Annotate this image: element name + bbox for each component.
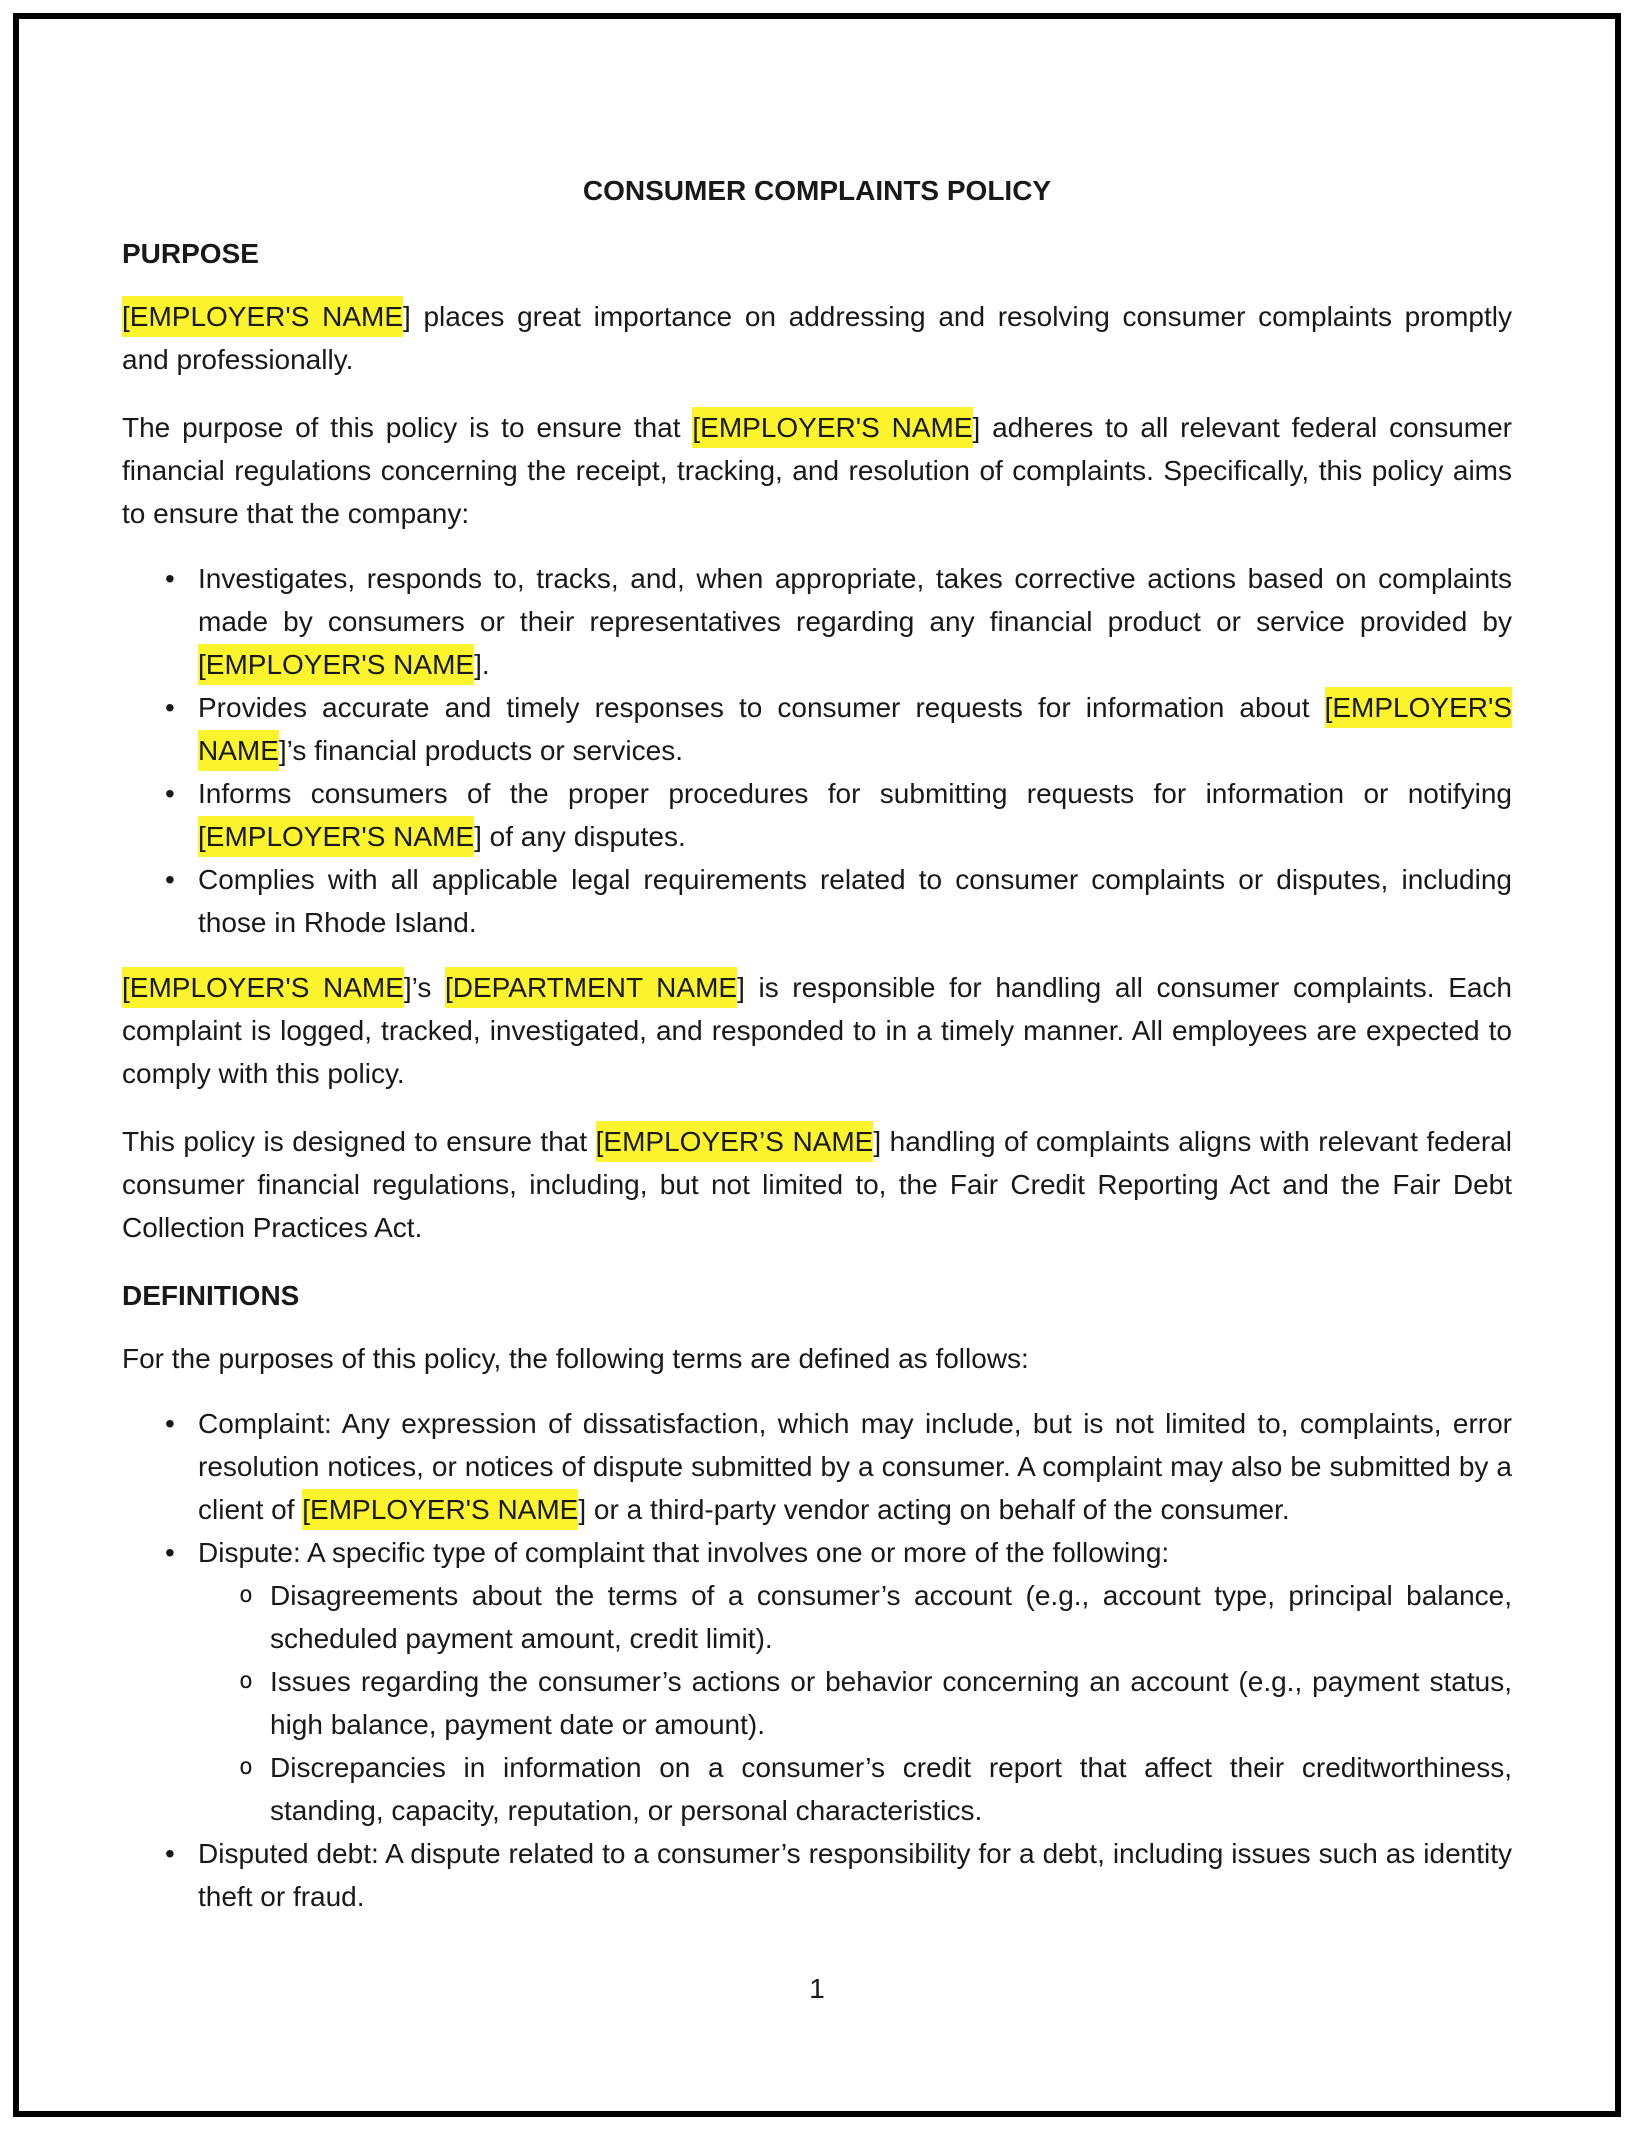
- heading-purpose: PURPOSE: [122, 238, 259, 269]
- list-item: [270, 1574, 1512, 1660]
- placeholder-employer-name: [EMPLOYER'S NAME: [302, 1489, 578, 1530]
- text-run: Informs consumers of the proper procedures for submitting requests for information or notifying: [198, 778, 1512, 809]
- paragraph-intro: [122, 295, 1512, 381]
- list-item: [198, 1402, 1512, 1531]
- list-item: [198, 772, 1512, 858]
- text-run: Disagreements about the terms of a consumer’s account (e.g., account type, principal balance, scheduled payment amount, credit limit).: [270, 1580, 1512, 1654]
- placeholder-employer-name: [EMPLOYER'S NAME: [692, 407, 972, 448]
- text-run: This policy is designed to ensure that: [122, 1126, 596, 1157]
- paragraph-policy-purpose: [122, 406, 1512, 535]
- text-run: For the purposes of this policy, the following terms are defined as follows:: [122, 1343, 1029, 1374]
- text-run: ] adheres to all relevant federal consumer financial regulations concerning the receipt, tracking, and resolution of complaints. Specifically, this policy aims to ensure that the company:: [122, 412, 1513, 529]
- placeholder-employer-name: [EMPLOYER'S NAME: [122, 967, 404, 1008]
- page-number: 1: [809, 1973, 825, 2004]
- text-run: The purpose of this policy is to ensure that: [122, 412, 693, 443]
- list-item: [198, 557, 1512, 686]
- list-item: [198, 858, 1512, 944]
- text-run: Discrepancies in information on a consumer’s credit report that affect their creditworthiness, standing, capacity, reputation, or personal characteristics.: [270, 1752, 1512, 1826]
- text-run: Complaint: Any expression of dissatisfaction, which may include, but is not limited to, complaints, error resolution notices, or notices of dispute submitted by a consumer. A complaint may also be submitted by a client of: [198, 1408, 1512, 1525]
- text-run: ] places great importance on addressing and resolving consumer complaints promptly and professionally.: [122, 301, 1513, 375]
- text-run: Complies with all applicable legal requirements related to consumer complaints or disputes, including those in Rhode Island.: [198, 864, 1512, 938]
- paragraph-definitions-intro: [122, 1337, 1512, 1380]
- text-run: Investigates, responds to, tracks, and, when appropriate, takes corrective actions based on complaints made by consumers or their representatives regarding any financial product or service provided by: [198, 563, 1512, 637]
- list-item: [270, 1746, 1512, 1832]
- purpose-bullet-list: [122, 557, 1512, 944]
- definitions-bullet-list: [122, 1402, 1512, 1918]
- paragraph-regulations: [122, 1120, 1512, 1249]
- text-run: Dispute: A specific type of complaint that involves one or more of the following:: [198, 1537, 1170, 1568]
- heading-definitions: DEFINITIONS: [122, 1280, 300, 1311]
- text-run: ] or a third-party vendor acting on behalf of the consumer.: [578, 1494, 1290, 1525]
- text-run: ] handling of complaints aligns with relevant federal consumer financial regulations, including, but not limited to, the Fair Credit Reporting Act and the Fair Debt Collection Practices Act.: [122, 1126, 1513, 1243]
- list-item: [198, 1832, 1512, 1918]
- placeholder-employer-name: [EMPLOYER'S NAME: [122, 296, 403, 337]
- text-run: ]’s financial products or services.: [278, 735, 684, 766]
- placeholder-department-name: [DEPARTMENT NAME: [445, 967, 737, 1008]
- text-run: ].: [474, 649, 490, 680]
- text-run: ] is responsible for handling all consumer complaints. Each complaint is logged, tracked, investigated, and responded to in a timely manner. All employees are expected to comply with this policy.: [122, 972, 1513, 1089]
- list-item: [270, 1660, 1512, 1746]
- paragraph-department-responsibility: [122, 966, 1512, 1095]
- placeholder-employer-name: [EMPLOYER'S NAME: [198, 644, 474, 685]
- text-run: ] of any disputes.: [474, 821, 686, 852]
- placeholder-employer-name: [EMPLOYER'S NAME: [198, 816, 474, 857]
- document-page: [19, 19, 1615, 2111]
- document-title: CONSUMER COMPLAINTS POLICY: [582, 175, 1052, 206]
- dispute-sub-list: [198, 1574, 1512, 1832]
- placeholder-employer-name: [EMPLOYER'S NAME: [198, 687, 1512, 771]
- placeholder-employer-name: [EMPLOYER’S NAME: [596, 1121, 874, 1162]
- text-run: ]’s: [403, 972, 445, 1003]
- list-item: [198, 686, 1512, 772]
- text-run: Disputed debt: A dispute related to a consumer’s responsibility for a debt, including issues such as identity theft or fraud.: [198, 1838, 1512, 1912]
- list-item: [198, 1531, 1512, 1832]
- text-run: Issues regarding the consumer’s actions or behavior concerning an account (e.g., payment status, high balance, payment date or amount).: [270, 1666, 1512, 1740]
- text-run: Provides accurate and timely responses to consumer requests for information about: [198, 692, 1325, 723]
